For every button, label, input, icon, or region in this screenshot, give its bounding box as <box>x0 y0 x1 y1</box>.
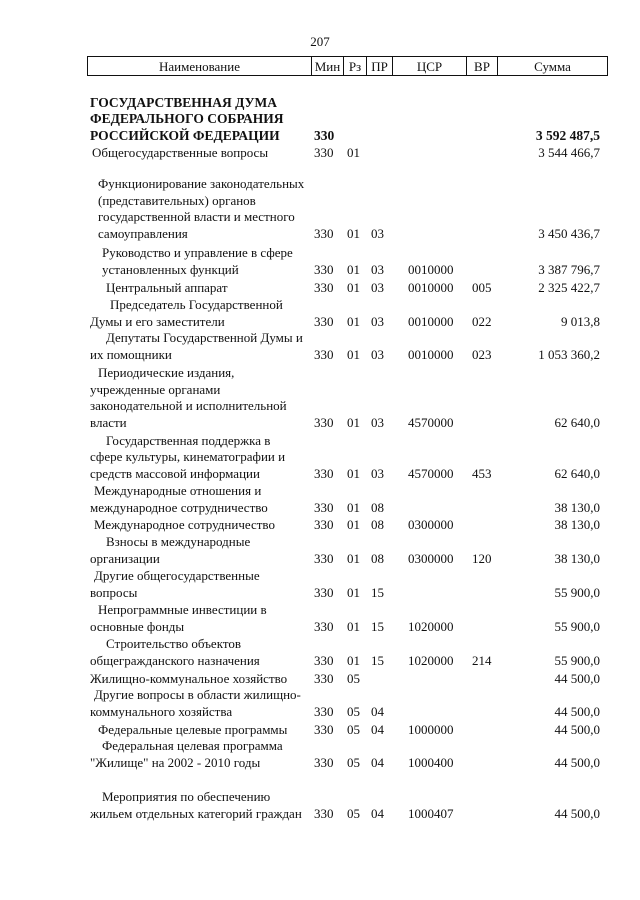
table-row <box>0 144 640 161</box>
row-rz: 01 <box>347 465 360 481</box>
table-row <box>0 296 640 330</box>
row-pr: 03 <box>371 414 384 430</box>
row-pr: 03 <box>371 279 384 295</box>
row-rz: 01 <box>347 652 360 668</box>
row-vr: 120 <box>472 550 492 566</box>
row-vr: 214 <box>472 652 492 668</box>
row-rz: 01 <box>347 225 360 241</box>
row-csr: 1020000 <box>408 618 454 634</box>
row-csr: 0300000 <box>408 550 454 566</box>
table-row <box>0 434 640 482</box>
row-pr: 03 <box>371 225 384 241</box>
row-pr: 03 <box>371 346 384 362</box>
row-rz: 05 <box>347 805 360 821</box>
row-min: 330 <box>314 550 334 566</box>
row-pr: 15 <box>371 584 384 600</box>
row-sum: 2 325 422,7 <box>538 279 600 295</box>
row-rz: 01 <box>347 346 360 362</box>
row-vr: 022 <box>472 313 492 329</box>
row-rz: 05 <box>347 703 360 719</box>
row-min: 330 <box>314 805 334 821</box>
row-sum: 55 900,0 <box>554 652 600 668</box>
row-sum: 62 640,0 <box>554 465 600 481</box>
row-pr: 08 <box>371 516 384 532</box>
row-min: 330 <box>314 721 334 737</box>
table-row <box>0 688 640 720</box>
row-name: Другие общегосударственные вопросы <box>90 568 260 600</box>
row-rz: 01 <box>347 279 360 295</box>
row-rz: 01 <box>347 584 360 600</box>
row-name: Строительство объектов общегражданского назначения <box>90 636 260 668</box>
header-pr: ПР <box>367 57 393 75</box>
row-min: 330 <box>314 584 334 600</box>
row-vr: 453 <box>472 465 492 481</box>
row-name: Депутаты Государственной Думы и их помощники <box>90 330 303 362</box>
row-name: Мероприятия по обеспечению жильем отдельных категорий граждан <box>90 789 302 821</box>
table-row <box>0 535 640 567</box>
row-pr: 08 <box>371 499 384 515</box>
row-name: Руководство и управление в сфере установленных функций <box>102 245 293 277</box>
table-row <box>0 773 640 822</box>
table-row <box>0 721 640 738</box>
row-sum: 3 544 466,7 <box>538 144 600 160</box>
row-csr: 1020000 <box>408 652 454 668</box>
row-pr: 03 <box>371 261 384 277</box>
row-rz: 01 <box>347 550 360 566</box>
row-sum: 55 900,0 <box>554 618 600 634</box>
table-row <box>0 603 640 635</box>
row-min: 330 <box>314 313 334 329</box>
row-min: 330 <box>314 127 335 143</box>
row-sum: 44 500,0 <box>554 805 600 821</box>
row-rz: 05 <box>347 721 360 737</box>
row-pr: 04 <box>371 721 384 737</box>
row-pr: 03 <box>371 465 384 481</box>
header-min: Мин <box>312 57 344 75</box>
row-rz: 01 <box>347 414 360 430</box>
row-csr: 1000400 <box>408 754 454 770</box>
row-csr: 4570000 <box>408 465 454 481</box>
table-row <box>0 670 640 687</box>
table-row <box>0 94 640 144</box>
table-header <box>87 56 608 76</box>
row-pr: 15 <box>371 652 384 668</box>
row-name: Председатель Государственной Думы и его заместители <box>90 297 283 329</box>
row-sum: 3 450 436,7 <box>538 225 600 241</box>
table-row <box>0 245 640 278</box>
row-csr: 0010000 <box>408 261 454 277</box>
header-csr: ЦСР <box>393 57 467 75</box>
row-csr: 0010000 <box>408 313 454 329</box>
row-rz: 05 <box>347 754 360 770</box>
row-csr: 1000000 <box>408 721 454 737</box>
row-sum: 44 500,0 <box>554 754 600 770</box>
row-name: Международные отношения и международное сотрудничество <box>90 483 268 515</box>
row-name: Центральный аппарат <box>106 279 228 295</box>
row-name: Другие вопросы в области жилищно-коммунального хозяйства <box>90 687 301 719</box>
table-row <box>0 516 640 533</box>
header-vr: ВР <box>467 57 498 75</box>
row-sum: 38 130,0 <box>554 499 600 515</box>
row-sum: 3 592 487,5 <box>535 127 600 143</box>
header-rz: Рз <box>344 57 367 75</box>
row-rz: 01 <box>347 516 360 532</box>
row-name: Жилищно-коммунальное хозяйство <box>90 670 288 686</box>
row-min: 330 <box>314 225 334 241</box>
row-pr: 03 <box>371 313 384 329</box>
row-name: Взносы в международные организации <box>90 534 251 566</box>
row-min: 330 <box>314 652 334 668</box>
row-min: 330 <box>314 279 334 295</box>
row-min: 330 <box>314 618 334 634</box>
table-row <box>0 279 640 296</box>
row-min: 330 <box>314 144 334 160</box>
table-row <box>0 366 640 431</box>
row-name: Международное сотрудничество <box>94 516 275 532</box>
row-pr: 08 <box>371 550 384 566</box>
row-min: 330 <box>314 703 334 719</box>
row-name: ГОСУДАРСТВЕННАЯ ДУМА ФЕДЕРАЛЬНОГО СОБРАНИЯ РОССИЙСКОЙ ФЕДЕРАЦИИ <box>90 94 284 143</box>
row-name: Непрограммные инвестиции в основные фонды <box>90 602 267 634</box>
row-vr: 005 <box>472 279 492 295</box>
table-row <box>0 484 640 516</box>
row-sum: 38 130,0 <box>554 516 600 532</box>
row-rz: 01 <box>347 144 360 160</box>
row-pr: 04 <box>371 703 384 719</box>
row-csr: 1000407 <box>408 805 454 821</box>
header-name: Наименование <box>88 57 312 75</box>
row-sum: 44 500,0 <box>554 670 600 686</box>
row-pr: 15 <box>371 618 384 634</box>
table-row <box>0 637 640 669</box>
row-min: 330 <box>314 516 334 532</box>
page-number: 207 <box>310 34 330 49</box>
row-name: Функционирование законодательных (представительных) органов государственной власти и местного самоуправления <box>98 176 305 241</box>
row-name: Федеральные целевые программы <box>98 721 288 737</box>
row-sum: 55 900,0 <box>554 584 600 600</box>
row-name: Общегосударственные вопросы <box>92 144 269 160</box>
row-csr: 0010000 <box>408 279 454 295</box>
row-csr: 0300000 <box>408 516 454 532</box>
table-row <box>0 164 640 242</box>
row-rz: 01 <box>347 313 360 329</box>
row-sum: 44 500,0 <box>554 721 600 737</box>
table-row <box>0 331 640 363</box>
row-sum: 9 013,8 <box>561 313 600 329</box>
row-min: 330 <box>314 754 334 770</box>
table-row <box>0 739 640 771</box>
row-rz: 01 <box>347 261 360 277</box>
row-name: Государственная поддержка в сфере культуры, кинематографии и средств массовой информации <box>90 432 286 481</box>
row-csr: 4570000 <box>408 414 454 430</box>
row-min: 330 <box>314 414 334 430</box>
row-rz: 01 <box>347 618 360 634</box>
table-row <box>0 569 640 601</box>
row-sum: 44 500,0 <box>554 703 600 719</box>
row-min: 330 <box>314 261 334 277</box>
row-csr: 0010000 <box>408 346 454 362</box>
row-sum: 3 387 796,7 <box>538 261 600 277</box>
row-min: 330 <box>314 670 334 686</box>
row-sum: 1 053 360,2 <box>538 346 600 362</box>
row-rz: 05 <box>347 670 360 686</box>
row-pr: 04 <box>371 805 384 821</box>
row-min: 330 <box>314 346 334 362</box>
row-name: Периодические издания, учрежденные органами законодательной и исполнительной власти <box>90 365 287 430</box>
row-sum: 38 130,0 <box>554 550 600 566</box>
row-min: 330 <box>314 499 334 515</box>
row-min: 330 <box>314 465 334 481</box>
row-rz: 01 <box>347 499 360 515</box>
row-sum: 62 640,0 <box>554 414 600 430</box>
row-pr: 04 <box>371 754 384 770</box>
row-name: Федеральная целевая программа "Жилище" на 2002 - 2010 годы <box>90 738 283 770</box>
row-vr: 023 <box>472 346 492 362</box>
header-sum: Сумма <box>534 58 571 74</box>
